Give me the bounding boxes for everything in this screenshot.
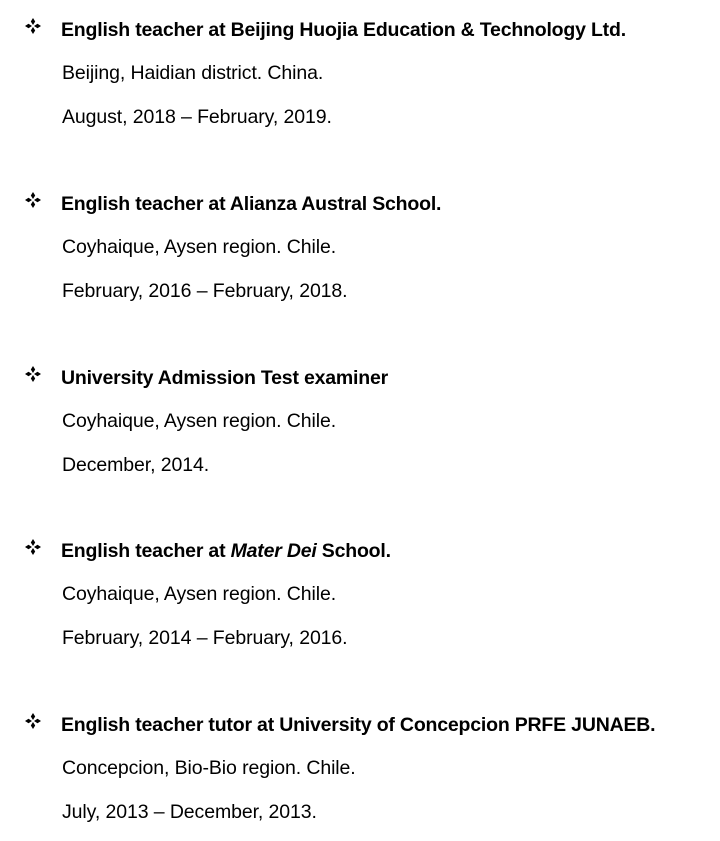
entry-location: Coyhaique, Aysen region. Chile. (62, 583, 337, 605)
entry-title-line (0, 190, 720, 218)
entry-title-line (0, 537, 720, 565)
entry-title-suffix: School. (316, 540, 391, 562)
four-diamond-bullet-icon (24, 712, 42, 730)
entry-title-line (0, 364, 720, 392)
four-diamond-bullet-icon (24, 17, 42, 35)
entry-title: English teacher at Beijing Huojia Education & Technology Ltd. (61, 19, 626, 41)
entry-title-line (0, 16, 720, 44)
entry-title-line (0, 711, 720, 739)
entry-dates: July, 2013 – December, 2013. (62, 801, 317, 823)
four-diamond-bullet-icon (24, 191, 42, 209)
entry-location: Coyhaique, Aysen region. Chile. (62, 236, 337, 258)
entry-location: Coyhaique, Aysen region. Chile. (62, 410, 337, 432)
entry-dates: December, 2014. (62, 454, 210, 476)
four-diamond-bullet-icon (24, 365, 42, 383)
four-diamond-bullet-icon (24, 538, 42, 556)
entry-location: Concepcion, Bio-Bio region. Chile. (62, 757, 356, 779)
entry-title-prefix: English teacher at (61, 540, 231, 562)
entry-dates: August, 2018 – February, 2019. (62, 106, 332, 128)
entry-location: Beijing, Haidian district. China. (62, 62, 324, 84)
entry-title: University Admission Test examiner (61, 367, 388, 389)
entry-title-school-name: Mater Dei (230, 540, 317, 562)
entry-title: English teacher tutor at University of Concepcion PRFE JUNAEB. (61, 714, 656, 736)
entry-dates: February, 2016 – February, 2018. (62, 280, 348, 302)
entry-dates: February, 2014 – February, 2016. (62, 627, 348, 649)
entry-title (61, 537, 391, 565)
entry-title: English teacher at Alianza Austral School. (61, 193, 442, 215)
